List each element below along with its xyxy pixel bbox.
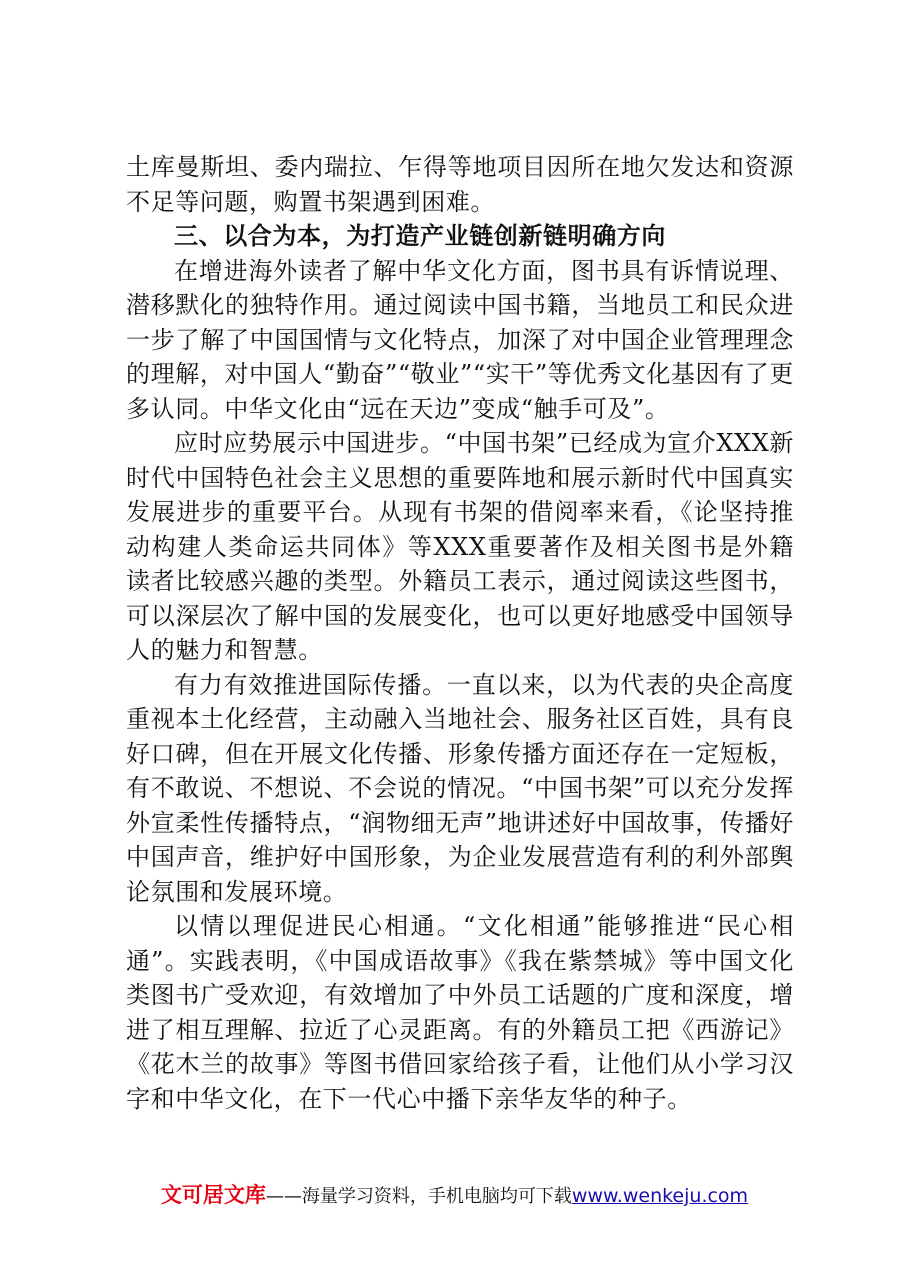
paragraph-people: 以情以理促进民心相通。“文化相通”能够推进“民心相通”。实践表明，《中国成语故事》《我在紫禁城》等中国文化类图书广受欢迎，有效增加了中外员工话题的广度和深度，增进了相互理解、拉近了心灵距离。有的外籍员工把《西游记》《花木兰的故事》等图书借回家给孩子看，让他们从小学习汉字和中华文化，在下一代心中播下亲华友华的种子。 xyxy=(126,912,794,1113)
footer-brand: 文可居文库 xyxy=(160,1183,266,1207)
document-body xyxy=(126,150,794,1116)
paragraph-progress: 应时应势展示中国进步。“中国书架”已经成为宣介XXX新时代中国特色社会主义思想的重要阵地和展示新时代中国真实发展进步的重要平台。从现有书架的借阅率来看，《论坚持推动构建人类命运共同体》等XXX重要著作及相关图书是外籍读者比较感兴趣的类型。外籍员工表示，通过阅读这些图书，可以深层次了解中国的发展变化，也可以更好地感受中国领导人的魅力和智慧。 xyxy=(126,429,794,664)
paragraph-communication: 有力有效推进国际传播。一直以来，以为代表的央企高度重视本土化经营，主动融入当地社会、服务社区百姓，具有良好口碑，但在开展文化传播、形象传播方面还存在一定短板，有不敢说、不想说、不会说的情况。“中国书架”可以充分发挥外宣柔性传播特点，“润物细无声”地讲述好中国故事，传播好中国声音，维护好中国形象，为企业发展营造有利的利外部舆论氛围和发展环境。 xyxy=(126,670,794,906)
footer-dash: —— xyxy=(265,1186,302,1207)
footer-slogan: 海量学习资料，手机电脑均可下载 xyxy=(301,1186,572,1207)
paragraph-culture: 在增进海外读者了解中华文化方面，图书具有诉情说理、潜移默化的独特作用。通过阅读中国书籍，当地员工和民众进一步了解了中国国情与文化特点，加深了对中国企业管理理念的理解，对中国人“勤奋”“敬业”“实干”等优秀文化基因有了更多认同。中华文化由“远在天边”变成“触手可及”。 xyxy=(126,256,794,423)
section-heading: 三、以合为本，为打造产业链创新链明确方向 xyxy=(174,222,666,250)
footer-site-link[interactable]: www.wenkeju.com xyxy=(571,1185,749,1207)
footer-banner xyxy=(0,1182,909,1210)
continuation-paragraph: 土库曼斯坦、委内瑞拉、乍得等地项目因所在地欠发达和资源不足等问题，购置书架遇到困难。 xyxy=(126,153,794,216)
